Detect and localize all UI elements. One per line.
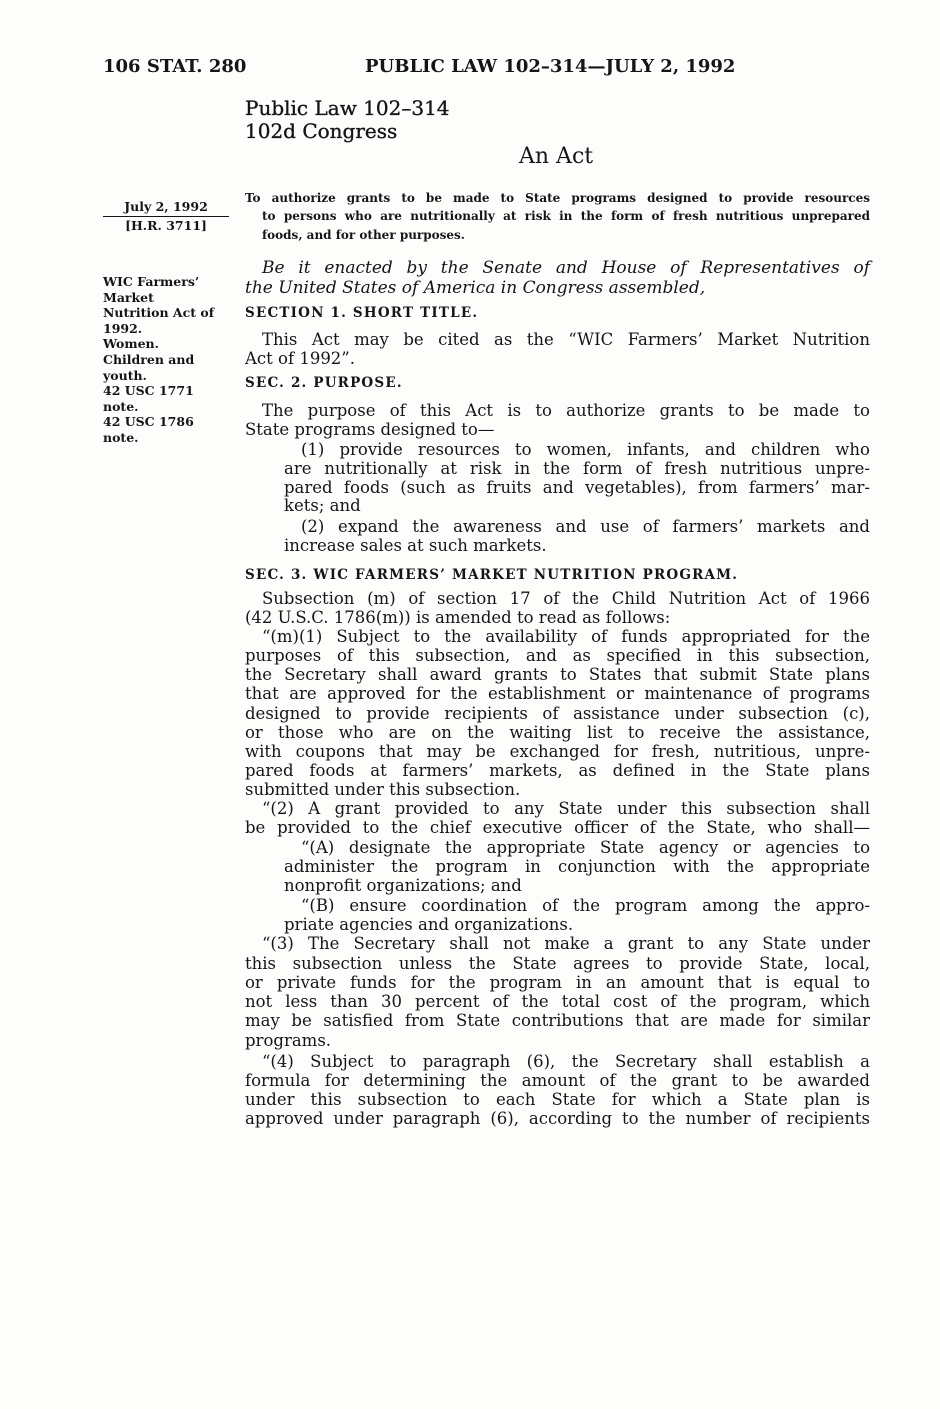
body-line: administer the program in conjunction with the appropriate	[284, 857, 870, 876]
body-line: increase sales at such markets.	[284, 536, 547, 555]
margin-note: note.	[103, 398, 139, 414]
body-line: are nutritionally at risk in the form of fresh nutritious unpre-	[284, 459, 870, 478]
act-label: An Act	[519, 144, 594, 169]
body-line: approved under paragraph (6), according to the number of recipients	[245, 1109, 870, 1128]
margin-note: note.	[103, 429, 139, 445]
public-law-number: Public Law 102–314	[245, 96, 450, 120]
margin-note: youth.	[103, 367, 147, 383]
body-line: under this subsection to each State for which a State plan is	[245, 1090, 870, 1109]
body-line: that are approved for the establishment or maintenance of programs	[245, 684, 870, 703]
margin-note: Children and	[103, 351, 195, 367]
body-line: “(4) Subject to paragraph (6), the Secretary shall establish a	[262, 1052, 870, 1071]
body-line: the Secretary shall award grants to States that submit State plans	[245, 665, 870, 684]
margin-notes	[103, 274, 235, 446]
margin-note: Women.	[103, 336, 159, 352]
enactment-date: July 2, 1992	[124, 199, 208, 214]
congress-label: 102d Congress	[245, 119, 398, 143]
body-line: pared foods at farmers’ markets, as defined in the State plans	[245, 761, 870, 780]
body-line: or those who are on the waiting list to receive the assistance,	[245, 723, 870, 742]
bill-number: [H.R. 3711]	[125, 218, 207, 233]
body-line: (2) expand the awareness and use of farmers’ markets and	[301, 517, 870, 536]
margin-note: Nutrition Act of	[103, 305, 215, 321]
body-line: “(A) designate the appropriate State agency or agencies to	[301, 838, 870, 857]
margin-note: 42 USC 1786	[103, 414, 194, 430]
body-line: purposes of this subsection, and as specified in this subsection,	[245, 646, 870, 665]
page-stat-citation: 106 STAT. 280	[103, 56, 247, 77]
body-line: State programs designed to—	[245, 420, 495, 439]
margin-note: WIC Farmers’	[103, 274, 200, 289]
body-line: The purpose of this Act is to authorize grants to be made to	[262, 401, 870, 420]
body-line: (42 U.S.C. 1786(m)) is amended to read as follows:	[245, 608, 671, 627]
body-line: priate agencies and organizations.	[284, 915, 574, 934]
body-line: this subsection unless the State agrees to provide State, local,	[245, 954, 870, 973]
body-line: “(B) ensure coordination of the program among the appro-	[301, 896, 870, 915]
body-line: “(3) The Secretary shall not make a grant to any State under	[262, 934, 870, 953]
body-line: be provided to the chief executive officer of the State, who shall—	[245, 818, 870, 837]
enacting-clause-line: the United States of America in Congress assembled,	[245, 278, 706, 298]
margin-note: Market	[103, 289, 154, 305]
section-heading: SEC. 3. WIC FARMERS’ MARKET NUTRITION PROGRAM.	[245, 567, 739, 583]
margin-note: 42 USC 1771	[103, 383, 194, 399]
body-line: designed to provide recipients of assistance under subsection (c),	[245, 704, 870, 723]
body-line: nonprofit organizations; and	[284, 876, 522, 895]
body-line: or private funds for the program in an amount that is equal to	[245, 973, 870, 992]
summary-line: To authorize grants to be made to State programs designed to provide resources	[245, 191, 870, 205]
body-line: programs.	[245, 1031, 332, 1050]
enacting-clause-line: Be it enacted by the Senate and House of Representatives of	[262, 258, 870, 278]
running-title: PUBLIC LAW 102–314—JULY 2, 1992	[365, 56, 736, 77]
body-line: may be satisfied from State contributions that are made for similar	[245, 1011, 870, 1030]
body-line: with coupons that may be exchanged for fresh, nutritious, unpre-	[245, 742, 870, 761]
section-heading: SEC. 2. PURPOSE.	[245, 375, 403, 391]
body-line: not less than 30 percent of the total cost of the program, which	[245, 992, 870, 1011]
body-line: Act of 1992”.	[245, 349, 355, 368]
body-line: submitted under this subsection.	[245, 780, 521, 799]
section-heading: SECTION 1. SHORT TITLE.	[245, 305, 479, 321]
margin-note: 1992.	[103, 320, 143, 336]
body-line: Subsection (m) of section 17 of the Child Nutrition Act of 1966	[262, 589, 870, 608]
body-line: (1) provide resources to women, infants, and children who	[301, 440, 870, 459]
body-line: pared foods (such as fruits and vegetables), from farmers’ mar-	[284, 478, 870, 497]
body-line: “(m)(1) Subject to the availability of funds appropriated for the	[262, 627, 870, 646]
body-line: “(2) A grant provided to any State under this subsection shall	[262, 799, 870, 818]
summary-line: to persons who are nutritionally at risk in the form of fresh nutritious unprepared	[262, 209, 870, 223]
summary-line: foods, and for other purposes.	[262, 228, 465, 242]
body-line: formula for determining the amount of the grant to be awarded	[245, 1071, 870, 1090]
body-line: kets; and	[284, 496, 361, 515]
body-line: This Act may be cited as the “WIC Farmers’ Market Nutrition	[262, 330, 870, 349]
